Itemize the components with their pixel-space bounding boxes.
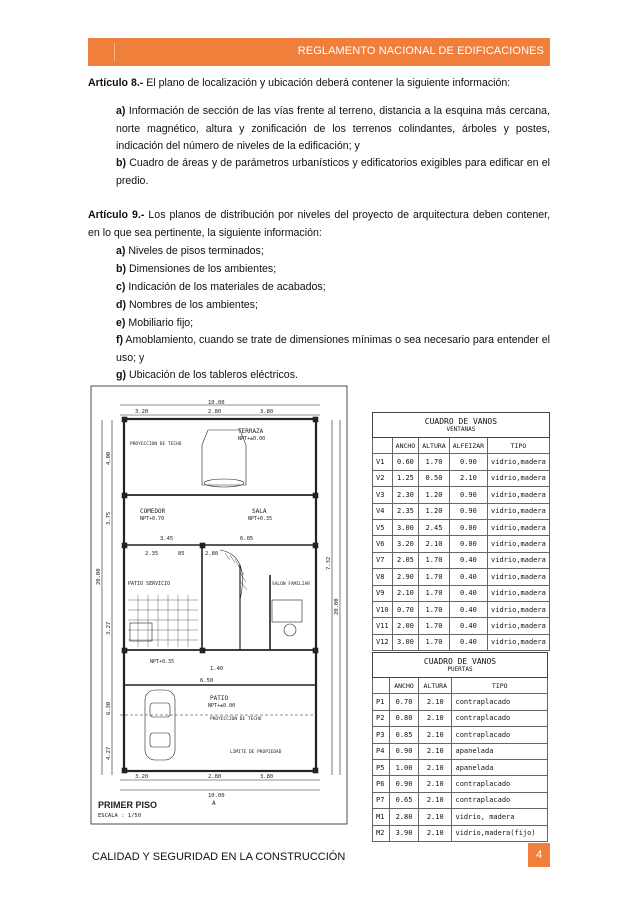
table-row	[373, 519, 550, 535]
dim-label: 7.32	[326, 556, 332, 570]
table-title: CUADRO DE VANOS	[423, 657, 497, 666]
table-cell: 0.90	[449, 454, 487, 470]
table-cell: vidrio,madera	[488, 536, 550, 552]
puertas-title	[373, 653, 548, 678]
table-cell: vidrio,madera	[488, 470, 550, 486]
table-cell: V4	[373, 503, 393, 519]
table-cell: 1.70	[419, 585, 449, 601]
item-text: Niveles de pisos terminados;	[125, 245, 264, 257]
table-cell: 1.70	[419, 552, 449, 568]
ventanas-title	[373, 413, 550, 438]
room-npt: NPT+0.35	[150, 659, 175, 665]
item-key: e)	[116, 317, 126, 329]
item-text: Indicación de los materiales de acabados;	[125, 281, 326, 293]
table-cell: vidrio,madera	[488, 552, 550, 568]
table-cell: 2.10	[419, 792, 452, 808]
table-cell: V11	[373, 618, 393, 634]
item-text: Dimensiones de los ambientes;	[126, 263, 277, 275]
table-subtitle: VENTANAS	[446, 426, 476, 433]
table-cell: M2	[373, 825, 390, 841]
table-cell: 0.90	[449, 503, 487, 519]
table-cell: 3.90	[389, 825, 418, 841]
dim-label: 2.80	[205, 551, 219, 557]
dim-label: 3.80	[260, 409, 274, 415]
table-row	[373, 809, 548, 825]
dim-label: 3.27	[106, 621, 112, 635]
art9-item-e	[116, 315, 550, 333]
art8-paragraph	[88, 75, 550, 93]
table-row	[373, 759, 548, 775]
table-cell: 2.10	[419, 694, 452, 710]
art9-item-f	[116, 332, 550, 367]
item-text: Amoblamiento, cuando se trate de dimensiones mínimas o sea necesario para entender el uso; y	[116, 334, 551, 364]
col-header: ALTURA	[419, 438, 449, 454]
room-label-patio-servicio: PATIO SERVICIO	[128, 581, 171, 587]
table-cell: 2.10	[392, 585, 419, 601]
item-key: f)	[116, 334, 124, 346]
table-cell: 0.70	[392, 601, 419, 617]
dim-label: 10.00	[208, 400, 225, 406]
north-mark: A	[212, 800, 216, 807]
table-cell: 0.40	[449, 569, 487, 585]
table-cell: 1.70	[419, 569, 449, 585]
item-key: g)	[116, 369, 126, 381]
table-cell: V10	[373, 601, 393, 617]
art9-label: Artículo 9.-	[88, 209, 145, 221]
dim-label: 1.40	[210, 666, 224, 672]
dim-label: 4.00	[106, 451, 112, 465]
table-cell: 2.10	[419, 759, 452, 775]
table-cell: vidrio,madera	[488, 601, 550, 617]
table-cell: 1.70	[419, 601, 449, 617]
table-cell: V1	[373, 454, 393, 470]
table-row	[373, 585, 550, 601]
art9-item-d	[116, 297, 550, 315]
table-cell: 0.65	[389, 792, 418, 808]
table-cell: vidrio,madera	[488, 618, 550, 634]
ventanas-table	[372, 412, 550, 651]
table-cell: M1	[373, 809, 390, 825]
table-cell: 1.70	[419, 454, 449, 470]
page-number: 4	[528, 843, 550, 867]
plan-title: PRIMER PISO	[98, 800, 158, 810]
table-cell: 0.00	[449, 536, 487, 552]
table-cell: 2.35	[392, 503, 419, 519]
table-cell: 2.10	[419, 809, 452, 825]
art9-item-g	[116, 367, 550, 385]
item-key: d)	[116, 299, 126, 311]
item-text: Ubicación de los tableros eléctricos.	[126, 369, 298, 381]
floor-plan-drawing	[90, 385, 348, 825]
table-cell: P1	[373, 694, 390, 710]
table-cell: 2.10	[419, 776, 452, 792]
table-cell: 2.10	[419, 743, 452, 759]
table-cell: V7	[373, 552, 393, 568]
header-title: REGLAMENTO NACIONAL DE EDIFICACIONES	[297, 45, 544, 57]
table-cell: V5	[373, 519, 393, 535]
table-row	[373, 825, 548, 841]
table-cell: 0.00	[449, 519, 487, 535]
table-cell: 0.60	[392, 454, 419, 470]
table-cell: P7	[373, 792, 390, 808]
table-cell: 0.90	[389, 776, 418, 792]
table-cell: V2	[373, 470, 393, 486]
col-header: ALTURA	[419, 678, 452, 694]
table-cell: 2.10	[419, 727, 452, 743]
table-row	[373, 710, 548, 726]
table-cell: contraplacado	[452, 792, 548, 808]
table-row	[373, 569, 550, 585]
table-header-row	[373, 678, 548, 694]
table-cell: V8	[373, 569, 393, 585]
table-row	[373, 454, 550, 470]
table-cell: V9	[373, 585, 393, 601]
room-label-terraza: TERRAZA	[238, 428, 264, 435]
item-key: b)	[116, 157, 126, 169]
table-cell: vidrio,madera	[488, 503, 550, 519]
table-cell: vidrio,madera	[488, 454, 550, 470]
table-cell: apanelada	[452, 759, 548, 775]
table-cell: vidrio, madera	[452, 809, 548, 825]
table-cell: contraplacado	[452, 727, 548, 743]
table-cell: 0.80	[389, 710, 418, 726]
room-npt: NPT+±0.00	[208, 703, 236, 709]
table-row	[373, 694, 548, 710]
art8-item-b	[116, 155, 550, 190]
table-subtitle: PUERTAS	[447, 666, 473, 673]
dim-label: 6.50	[200, 678, 214, 684]
table-cell: 3.00	[392, 519, 419, 535]
table-cell: 0.70	[389, 694, 418, 710]
table-cell: 0.50	[419, 470, 449, 486]
table-cell: 2.10	[419, 536, 449, 552]
dim-label: 3.20	[135, 409, 149, 415]
table-cell: 1.70	[419, 618, 449, 634]
col-header: ANCHO	[389, 678, 418, 694]
table-cell: 2.45	[419, 519, 449, 535]
col-header: TIPO	[452, 678, 548, 694]
item-text: Cuadro de áreas y de parámetros urbanísticos y edificatorios exigibles para edificar en el predio.	[116, 157, 550, 187]
table-cell: contraplacado	[452, 710, 548, 726]
table-cell: 2.00	[392, 618, 419, 634]
dim-label: 3.75	[106, 511, 112, 525]
art8-item-a	[116, 103, 550, 156]
table-row	[373, 792, 548, 808]
plan-scale: ESCALA : 1/50	[98, 813, 142, 819]
table-cell: 0.90	[389, 743, 418, 759]
table-cell: V3	[373, 487, 393, 503]
table-cell: 0.40	[449, 634, 487, 650]
table-row	[373, 552, 550, 568]
table-cell: V12	[373, 634, 393, 650]
col-header: ANCHO	[392, 438, 419, 454]
dim-label: 2.35	[145, 551, 159, 557]
table-row	[373, 743, 548, 759]
table-cell: P2	[373, 710, 390, 726]
table-cell: 2.10	[419, 710, 452, 726]
table-cell: 0.40	[449, 552, 487, 568]
table-cell: contraplacado	[452, 776, 548, 792]
room-label-proyeccion: PROYECCION DE TECHO	[130, 442, 182, 447]
table-row	[373, 503, 550, 519]
table-cell: P4	[373, 743, 390, 759]
table-cell: vidrio,madera	[488, 585, 550, 601]
table-row	[373, 536, 550, 552]
dim-label: 20.00	[96, 568, 102, 585]
item-text: Mobiliario fijo;	[125, 317, 194, 329]
dim-label: 2.80	[208, 409, 222, 415]
col-header: ALFEIZAR	[449, 438, 487, 454]
room-npt: NPT+0.70	[140, 516, 165, 522]
room-label-salon-familiar: SALON FAMILIAR	[272, 582, 310, 587]
table-cell: V6	[373, 536, 393, 552]
item-key: b)	[116, 263, 126, 275]
room-label-limite: LIMITE DE PROPIEDAD	[230, 750, 282, 755]
table-cell: vidrio,madera	[488, 487, 550, 503]
table-cell: P3	[373, 727, 390, 743]
table-cell: 1.25	[392, 470, 419, 486]
table-cell: apanelada	[452, 743, 548, 759]
dim-label: 6.30	[106, 701, 112, 715]
room-label-sala: SALA	[252, 508, 267, 515]
table-cell: contraplacado	[452, 694, 548, 710]
table-cell: 2.80	[389, 809, 418, 825]
table-cell: 0.40	[449, 585, 487, 601]
table-row	[373, 776, 548, 792]
item-key: a)	[116, 105, 126, 117]
table-cell: vidrio,madera	[488, 634, 550, 650]
item-key: a)	[116, 245, 126, 257]
art9-intro: Los planos de distribución por niveles del proyecto de arquitectura deben contener, en lo que sea pertinente, la siguiente información:	[88, 209, 551, 239]
art8-label: Artículo 8.-	[88, 77, 144, 89]
art9-item-a	[116, 243, 550, 261]
table-row	[373, 727, 548, 743]
table-cell: 3.20	[392, 536, 419, 552]
room-npt: NPT+0.35	[248, 516, 273, 522]
dim-label: 85	[178, 551, 185, 557]
dim-label: 3.20	[135, 774, 149, 780]
art8-intro: El plano de localización y ubicación deberá contener la siguiente información:	[143, 77, 511, 89]
col-header: TIPO	[488, 438, 550, 454]
table-cell: vidrio,madera(fijo)	[452, 825, 548, 841]
room-label-patio: PATIO	[210, 695, 229, 702]
item-key: c)	[116, 281, 126, 293]
dim-label: 4.27	[106, 746, 112, 760]
dim-label: 6.05	[240, 536, 254, 542]
header-divider	[114, 43, 115, 61]
table-cell: 2.10	[419, 825, 452, 841]
table-header-row	[373, 438, 550, 454]
table-cell: 0.85	[389, 727, 418, 743]
table-cell: 0.90	[449, 487, 487, 503]
room-label-proyeccion-techo: PROYECCION DE TECHO	[210, 717, 262, 722]
item-text: Nombres de los ambientes;	[126, 299, 258, 311]
table-cell: P5	[373, 759, 390, 775]
dim-label: 2.80	[208, 774, 222, 780]
table-cell: 2.10	[449, 470, 487, 486]
table-cell: vidrio,madera	[488, 519, 550, 535]
dim-label: 20.00	[334, 598, 340, 615]
table-cell: 0.40	[449, 601, 487, 617]
table-cell: 2.05	[392, 552, 419, 568]
dim-label: 3.45	[160, 536, 174, 542]
table-row	[373, 487, 550, 503]
table-cell: 1.20	[419, 503, 449, 519]
table-cell: 2.30	[392, 487, 419, 503]
dim-label: 10.00	[208, 793, 225, 799]
dim-label: 3.80	[260, 774, 274, 780]
art9-item-b	[116, 261, 550, 279]
table-cell: 3.00	[392, 634, 419, 650]
art9-item-c	[116, 279, 550, 297]
room-npt: NPT+±0.00	[238, 436, 266, 442]
table-cell: 1.70	[419, 634, 449, 650]
table-title: CUADRO DE VANOS	[424, 417, 498, 426]
table-row	[373, 470, 550, 486]
table-cell: vidrio,madera	[488, 569, 550, 585]
table-cell: 1.00	[389, 759, 418, 775]
col-header	[373, 678, 390, 694]
item-text: Información de sección de las vías frente al terreno, distancia a la esquina más cercana, norte magnético, altura y zonificación de los terrenos colindantes, árboles y postes, indicación del número de niveles de la edificación; y	[116, 105, 550, 152]
art9-paragraph	[88, 207, 550, 242]
header-bar	[88, 38, 550, 66]
table-cell: 1.20	[419, 487, 449, 503]
table-cell: 2.90	[392, 569, 419, 585]
table-row	[373, 634, 550, 650]
col-header	[373, 438, 393, 454]
footer-text: CALIDAD Y SEGURIDAD EN LA CONSTRUCCIÓN	[92, 851, 346, 863]
table-cell: 0.40	[449, 618, 487, 634]
table-cell: P6	[373, 776, 390, 792]
table-row	[373, 618, 550, 634]
room-label-comedor: COMEDOR	[140, 508, 166, 515]
puertas-table	[372, 652, 548, 842]
table-row	[373, 601, 550, 617]
